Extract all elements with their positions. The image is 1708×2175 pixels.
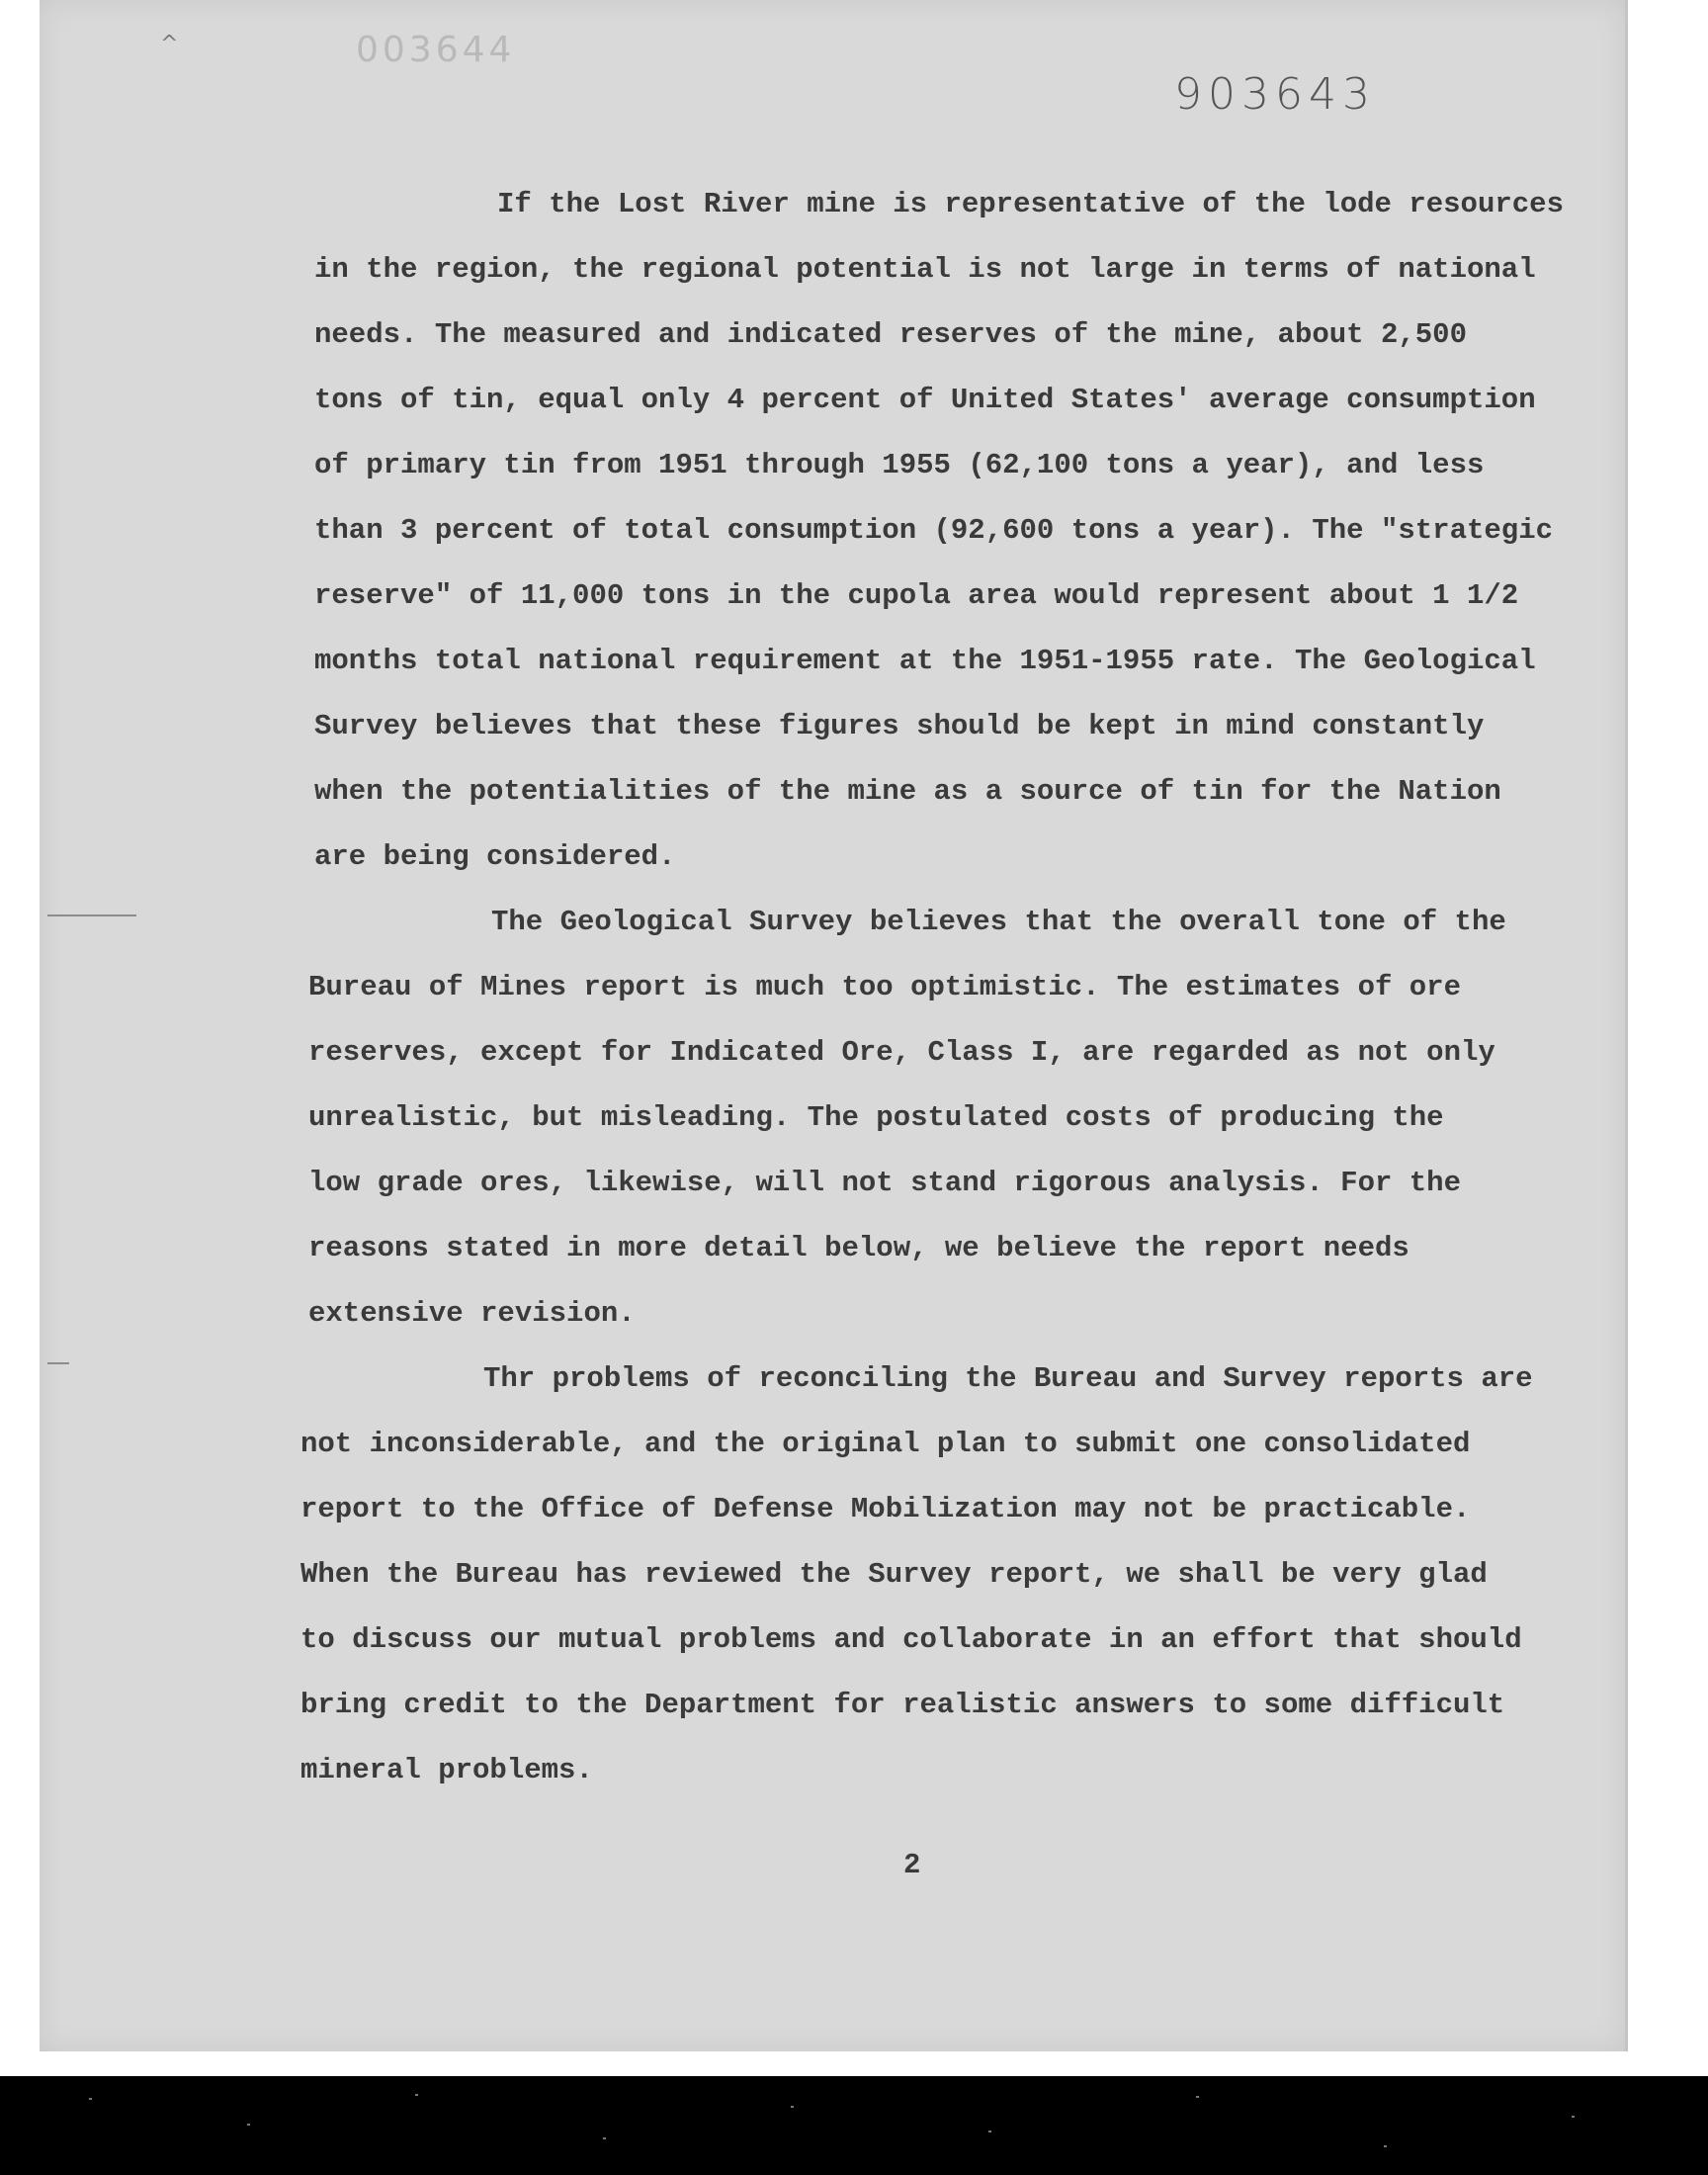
text-line: When the Bureau has reviewed the Survey report, we shall be very glad xyxy=(300,1558,1488,1591)
text-line: months total national requirement at the 1951-1955 rate. The Geological xyxy=(314,645,1536,677)
text-line: reserves, except for Indicated Ore, Class I, are regarded as not only xyxy=(308,1036,1495,1069)
page-number: 2 xyxy=(903,1849,921,1881)
scan-noise-dot xyxy=(247,2124,250,2126)
text-line: when the potentialities of the mine as a source of tin for the Nation xyxy=(314,775,1501,808)
text-line: needs. The measured and indicated reserves of the mine, about 2,500 xyxy=(314,318,1467,351)
scan-noise-dot xyxy=(791,2106,794,2108)
text-line: in the region, the regional potential is not large in terms of national xyxy=(314,253,1536,286)
text-line: Survey believes that these figures should be kept in mind constantly xyxy=(314,710,1485,742)
text-line: reserve" of 11,000 tons in the cupola area would represent about 1 1/2 xyxy=(314,579,1519,612)
scan-noise-dot xyxy=(988,2131,991,2132)
text-line: report to the Office of Defense Mobilization may not be practicable. xyxy=(300,1493,1471,1525)
text-line: not inconsiderable, and the original plan to submit one consolidated xyxy=(300,1428,1471,1460)
text-line: are being considered. xyxy=(314,840,676,873)
text-line: mineral problems. xyxy=(300,1754,593,1786)
scan-noise-dot xyxy=(1572,2116,1575,2118)
document-stamp-number: 903643 xyxy=(1174,69,1376,120)
scan-background-strip xyxy=(0,2076,1708,2175)
left-edge-mark xyxy=(47,914,136,916)
text-line: low grade ores, likewise, will not stand rigorous analysis. For the xyxy=(308,1167,1461,1199)
text-line: bring credit to the Department for realistic answers to some difficult xyxy=(300,1689,1505,1721)
scan-noise-dot xyxy=(1384,2145,1387,2147)
text-line: than 3 percent of total consumption (92,600 tons a year). The "strategic xyxy=(314,514,1554,547)
text-line: Thr problems of reconciling the Bureau and Survey reports are xyxy=(483,1362,1533,1395)
faint-stamp-number: 003644 xyxy=(356,30,516,70)
scan-noise-dot xyxy=(89,2098,92,2100)
text-line: of primary tin from 1951 through 1955 (62,100 tons a year), and less xyxy=(314,449,1485,481)
text-line: The Geological Survey believes that the overall tone of the xyxy=(491,906,1506,938)
text-line: tons of tin, equal only 4 percent of United States' average consumption xyxy=(314,384,1536,416)
text-line: unrealistic, but misleading. The postulated costs of producing the xyxy=(308,1101,1444,1134)
corner-tick-mark: ^ xyxy=(160,32,179,56)
text-line: to discuss our mutual problems and collaborate in an effort that should xyxy=(300,1623,1522,1656)
scan-noise-dot xyxy=(415,2094,418,2096)
text-line: extensive revision. xyxy=(308,1297,636,1330)
text-line: reasons stated in more detail below, we believe the report needs xyxy=(308,1232,1409,1264)
left-edge-mark-lower xyxy=(47,1362,69,1364)
text-line: Bureau of Mines report is much too optimistic. The estimates of ore xyxy=(308,971,1461,1003)
text-line: If the Lost River mine is representative of the lode resources xyxy=(497,188,1564,220)
paragraph-bureau-report xyxy=(308,890,1506,1347)
scan-noise-dot xyxy=(603,2137,606,2139)
scan-noise-dot xyxy=(1196,2096,1199,2098)
scanned-page xyxy=(40,0,1628,2051)
paragraph-lost-river xyxy=(314,172,1564,890)
paragraph-reconciling xyxy=(300,1347,1533,1803)
